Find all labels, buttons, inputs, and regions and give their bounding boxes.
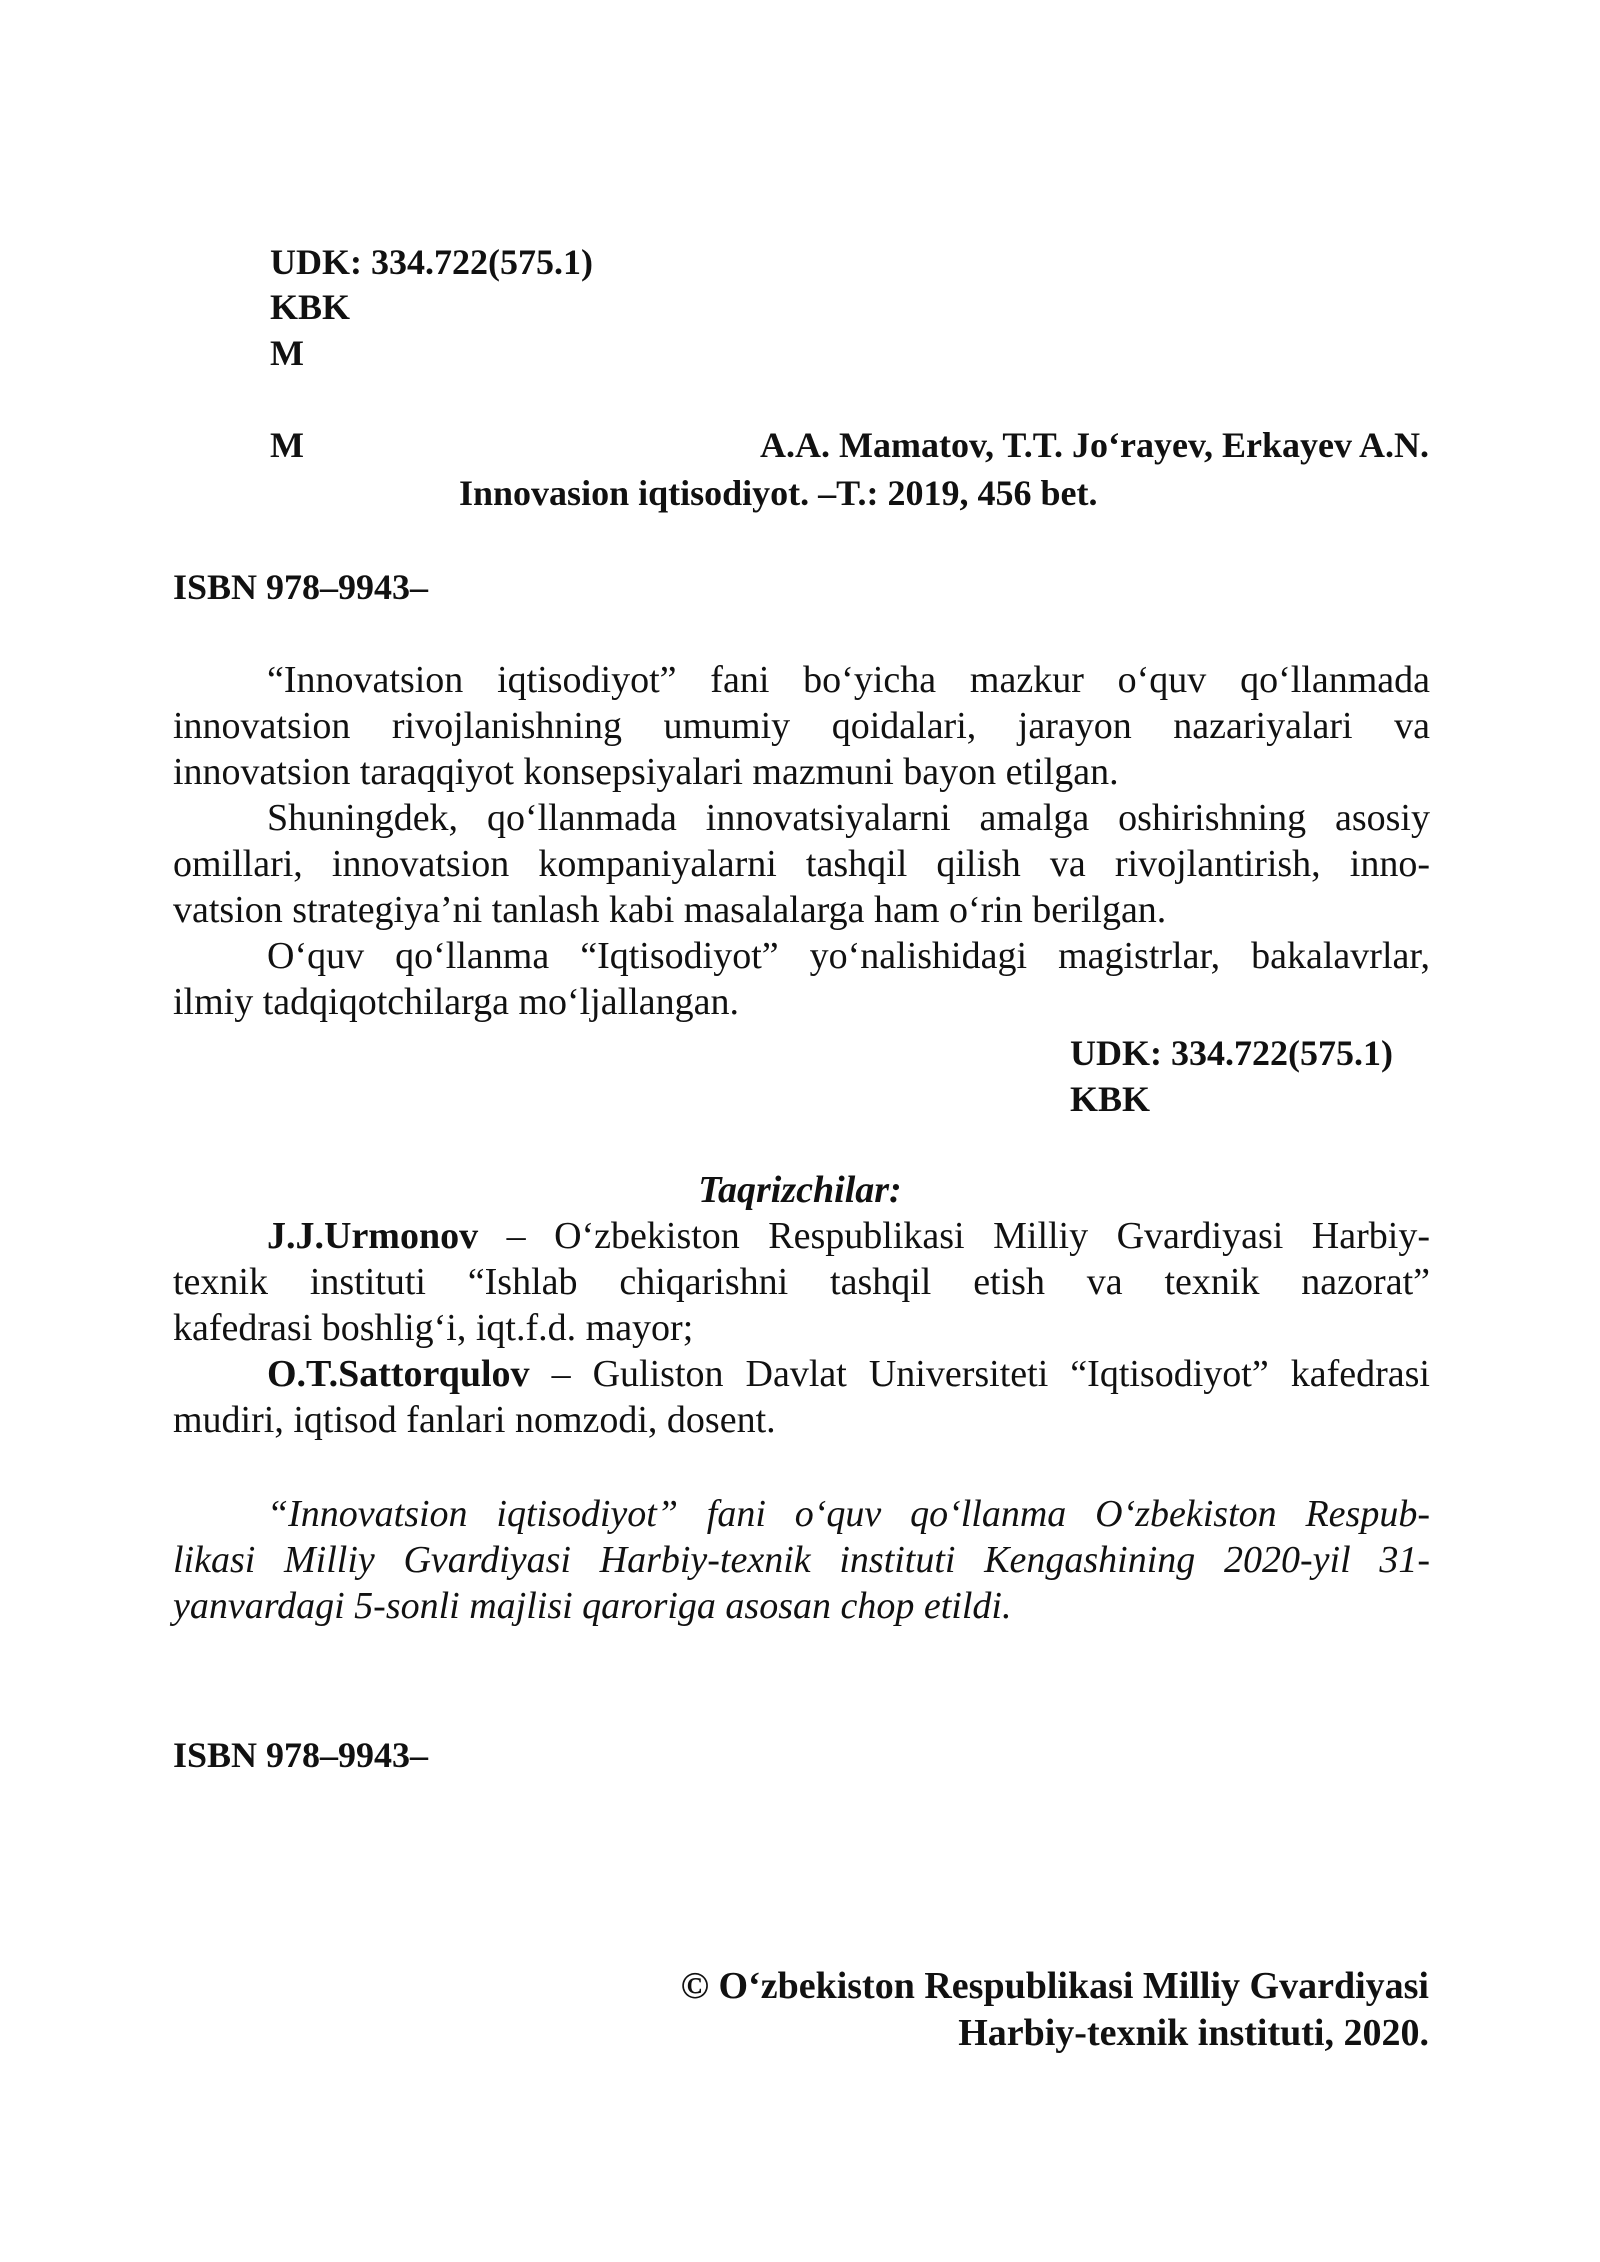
abstract-line: “Innovatsion iqtisodiyot” fani bo‘yicha mazkur o‘quv qo‘llanmada (267, 659, 1430, 701)
approval-line: yanvardagi 5-sonli majlisi qaroriga asosan chop etildi. (173, 1585, 1012, 1627)
udk-code: UDK: 334.722(575.1) (270, 242, 593, 282)
abstract-line: ilmiy tadqiqotchilarga mo‘ljallangan. (173, 981, 739, 1023)
reviewer-line: mudiri, iqtisod fanlari nomzodi, dosent. (173, 1399, 776, 1441)
abstract-line: O‘quv qo‘llanma “Iqtisodiyot” yo‘nalishidagi magistrlar, bakalavrlar, (267, 935, 1430, 977)
authors: A.A. Mamatov, T.T. Jo‘rayev, Erkayev A.N. (760, 425, 1429, 465)
abstract-line: omillari, innovatsion kompaniyalarni tashqil qilish va rivojlantirish, inno- (173, 843, 1430, 885)
reviewer-line (173, 1213, 1430, 1259)
abstract (173, 657, 1430, 1025)
reviewers-block (173, 1213, 1430, 1443)
reviewer-line: kafedrasi boshlig‘i, iqt.f.d. mayor; (173, 1307, 694, 1349)
reviewers-heading: Taqrizchilar: (698, 1169, 902, 1211)
copyright-line: © O‘zbekiston Respublikasi Milliy Gvardiyasi (680, 1965, 1429, 2007)
book-title-line: Innovasion iqtisodiyot. –T.: 2019, 456 bet. (459, 473, 1098, 513)
reviewer-name: O.T.Sattorqulov (267, 1353, 530, 1395)
reviewer-name: J.J.Urmonov (267, 1215, 479, 1257)
abstract-line: Shuningdek, qo‘llanmada innovatsiyalarni amalga oshirishning asosiy (267, 797, 1430, 839)
author-mark-2: M (270, 425, 304, 465)
udk-code-right: UDK: 334.722(575.1) (1070, 1033, 1393, 1073)
reviewer-desc: – Guliston Davlat Universiteti “Iqtisodiyot” kafedrasi (529, 1353, 1430, 1395)
kbk-code-right: KBK (1070, 1079, 1151, 1119)
isbn-bottom: ISBN 978–9943– (173, 1735, 429, 1775)
approval-note (173, 1491, 1430, 1629)
reviewer-line: texnik instituti “Ishlab chiqarishni tashqil etish va texnik nazorat” (173, 1261, 1430, 1303)
author-mark: M (270, 333, 304, 373)
isbn-top: ISBN 978–9943– (173, 567, 429, 607)
abstract-line: innovatsion taraqqiyot konsepsiyalari mazmuni bayon etilgan. (173, 751, 1119, 793)
copyright-line: Harbiy-texnik instituti, 2020. (958, 2012, 1429, 2054)
abstract-line: innovatsion rivojlanishning umumiy qoidalari, jarayon nazariyalari va (173, 705, 1430, 747)
reviewer-desc: – O‘zbekiston Respublikasi Milliy Gvardiyasi Harbiy- (478, 1215, 1430, 1257)
abstract-line: vatsion strategiya’ni tanlash kabi masalalarga ham o‘rin berilgan. (173, 889, 1167, 931)
reviewer-line (173, 1351, 1430, 1397)
kbk-code: KBK (270, 287, 351, 327)
approval-line: likasi Milliy Gvardiyasi Harbiy-texnik instituti Kengashining 2020-yil 31- (173, 1539, 1430, 1581)
approval-line: “Innovatsion iqtisodiyot” fani o‘quv qo‘llanma O‘zbekiston Respub- (267, 1493, 1430, 1535)
